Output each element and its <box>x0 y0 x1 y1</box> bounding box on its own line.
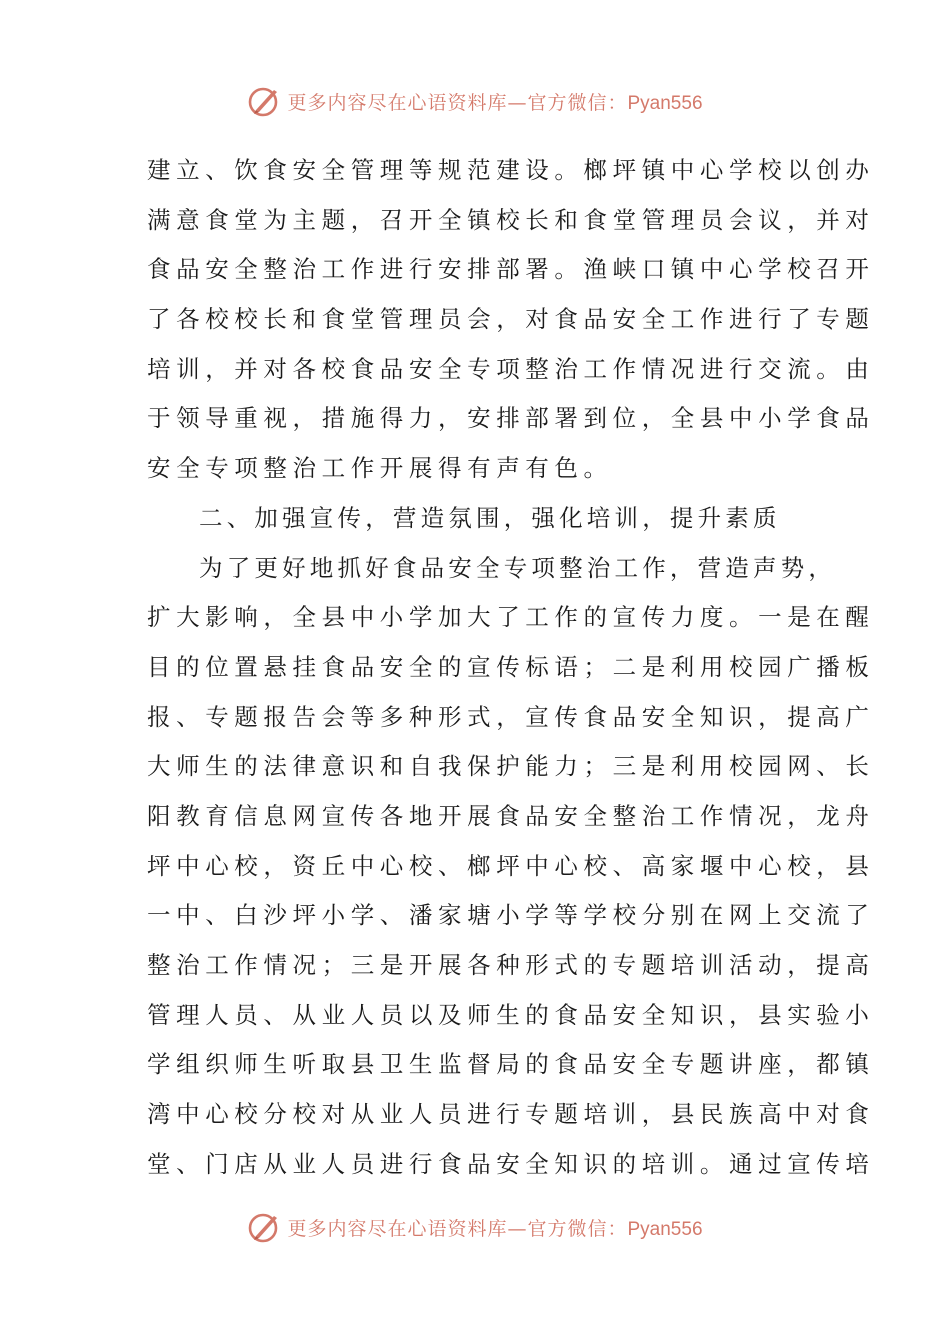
text-line: 坪中心校，资丘中心校、榔坪中心校、高家堰中心校，县 <box>147 851 875 880</box>
text-line: 培训，并对各校食品安全专项整治工作情况进行交流。由 <box>147 354 875 383</box>
text-line: 湾中心校分校对从业人员进行专题培训，县民族高中对食 <box>147 1100 875 1129</box>
watermark-text: 更多内容尽在心语资料库—官方微信：Pyan556 <box>287 91 703 114</box>
document-body <box>147 146 875 1189</box>
watermark-text: 更多内容尽在心语资料库—官方微信：Pyan556 <box>287 1217 703 1240</box>
footer-watermark <box>0 1210 950 1244</box>
text-line: 阳教育信息网宣传各地开展食品安全整治工作情况，龙舟 <box>147 801 875 830</box>
text-line: 目的位置悬挂食品安全的宣传标语；二是利用校园广播板 <box>147 652 875 681</box>
text-line: 了各校校长和食堂管理员会，对食品安全工作进行了专题 <box>147 305 875 334</box>
text-line: 为了更好地抓好食品安全专项整治工作，营造声势， <box>199 553 837 582</box>
text-line: 学组织师生听取县卫生监督局的食品安全专题讲座，都镇 <box>147 1050 875 1079</box>
text-line: 于领导重视，措施得力，安排部署到位，全县中小学食品 <box>147 404 875 433</box>
text-line: 满意食堂为主题，召开全镇校长和食堂管理员会议，并对 <box>147 205 875 234</box>
text-line: 安全专项整治工作开展得有声有色。 <box>147 454 613 483</box>
text-line: 大师生的法律意识和自我保护能力；三是利用校园网、长 <box>147 752 875 781</box>
text-line: 报、专题报告会等多种形式，宣传食品安全知识，提高广 <box>147 702 875 731</box>
pen-circle-icon <box>247 84 281 118</box>
text-line: 扩大影响，全县中小学加大了工作的宣传力度。一是在醒 <box>147 603 875 632</box>
text-line: 建立、饮食安全管理等规范建设。榔坪镇中心学校以创办 <box>147 156 875 184</box>
header-watermark <box>0 84 950 118</box>
text-line: 整治工作情况；三是开展各种形式的专题培训活动，提高 <box>147 951 875 979</box>
pen-circle-icon <box>247 1210 281 1244</box>
section-heading: 二、加强宣传，营造氛围，强化培训，提升素质 <box>199 503 781 532</box>
text-line: 堂、门店从业人员进行食品安全知识的培训。通过宣传培 <box>147 1149 875 1178</box>
text-line: 一中、白沙坪小学、潘家塘小学等学校分别在网上交流了 <box>147 901 875 930</box>
text-line: 食品安全整治工作进行安排部署。渔峡口镇中心学校召开 <box>147 255 875 284</box>
text-line: 管理人员、从业人员以及师生的食品安全知识，县实验小 <box>147 1000 875 1029</box>
